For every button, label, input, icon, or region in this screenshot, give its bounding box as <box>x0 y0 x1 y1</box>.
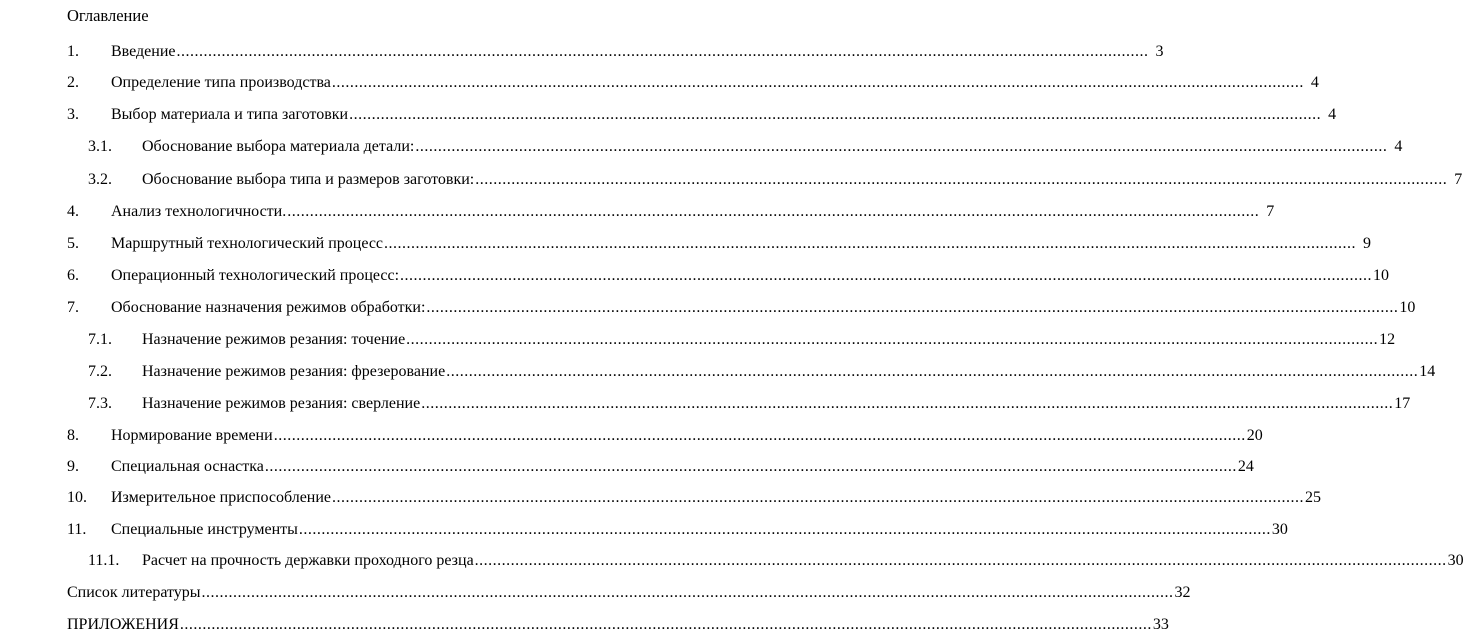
toc-entry-page: 25 <box>1305 489 1322 506</box>
toc-entry-label: Анализ технологичности. <box>111 203 287 220</box>
dot-leader: ........................................................................................................................................................................................................................ <box>201 584 1174 601</box>
toc-entry[interactable] <box>0 614 1169 636</box>
dot-leader: ........................................................................................................................................................................................................................ <box>298 521 1271 538</box>
toc-entry[interactable] <box>0 425 1263 447</box>
toc-entry[interactable] <box>0 233 1372 255</box>
toc-entry-number: 7. <box>67 299 79 316</box>
toc-entry[interactable] <box>0 104 1337 126</box>
toc-entry-page: 17 <box>1394 395 1411 412</box>
toc-entry-page: 33 <box>1152 616 1169 633</box>
toc-entry-label: Назначение режимов резания: фрезерование <box>142 363 446 380</box>
toc-entry-page: 20 <box>1246 427 1263 444</box>
dot-leader: ........................................................................................................................................................................................................................ <box>332 489 1305 506</box>
toc-entry-number: 3.1. <box>88 138 112 155</box>
toc-entry-label: Измерительное приспособление <box>111 489 332 506</box>
toc-entry-label: Список литературы <box>67 584 201 601</box>
toc-entry-number: 8. <box>67 427 79 444</box>
toc-entry-number: 10. <box>67 489 87 506</box>
toc-entry-label: Расчет на прочность державки проходного резца <box>142 552 474 569</box>
dot-leader: ........................................................................................................................................................................................................................ <box>426 299 1399 316</box>
toc-entry-label: Определение типа производства <box>111 74 331 91</box>
dot-leader: ........................................................................................................................................................................................................................ <box>474 552 1447 569</box>
toc-entry-page: 4 <box>1310 74 1319 91</box>
toc-entry-page: 10 <box>1373 267 1390 284</box>
toc-entry[interactable] <box>0 550 1464 572</box>
toc-entry-page: 7 <box>1454 171 1463 188</box>
toc-entry-page: 3 <box>1155 43 1164 60</box>
dot-leader: ........................................................................................................................................................................................................................ <box>179 616 1152 633</box>
toc-entry-page: 7 <box>1266 203 1275 220</box>
toc-entry-number: 6. <box>67 267 79 284</box>
toc-entry-number: 2. <box>67 74 79 91</box>
toc-entry-label: Обоснование назначения режимов обработки: <box>111 299 426 316</box>
toc-entry[interactable] <box>0 582 1191 604</box>
dot-leader: ........................................................................................................................................................................................................................ <box>415 138 1388 155</box>
toc-entry[interactable] <box>0 456 1254 478</box>
toc-entry-page: 30 <box>1271 521 1288 538</box>
toc-entry[interactable] <box>0 487 1322 509</box>
toc-entry-page: 14 <box>1419 363 1436 380</box>
toc-entry-number: 3.2. <box>88 171 112 188</box>
toc-entry[interactable] <box>0 136 1403 158</box>
toc-entry-label: Нормирование времени <box>111 427 273 444</box>
toc-entry[interactable] <box>0 519 1288 541</box>
dot-leader: ........................................................................................................................................................................................................................ <box>475 171 1448 188</box>
toc-entry-number: 4. <box>67 203 79 220</box>
toc-entry[interactable] <box>0 41 1164 63</box>
toc-entry-label: Специальные инструменты <box>111 521 298 538</box>
toc-entry-page: 32 <box>1174 584 1191 601</box>
toc-entry-label: Операционный технологический процесс: <box>111 267 400 284</box>
dot-leader: ........................................................................................................................................................................................................................ <box>331 74 1304 91</box>
toc-entry[interactable] <box>0 72 1319 94</box>
toc-entry-number: 9. <box>67 458 79 475</box>
toc-entry-number: 7.1. <box>88 331 112 348</box>
dot-leader: ........................................................................................................................................................................................................................ <box>400 267 1373 284</box>
toc-entry-number: 5. <box>67 235 79 252</box>
toc-entry-number: 7.3. <box>88 395 112 412</box>
dot-leader: ........................................................................................................................................................................................................................ <box>264 458 1237 475</box>
toc-entry-label: Назначение режимов резания: сверление <box>142 395 421 412</box>
toc-entry-page: 12 <box>1379 331 1396 348</box>
dot-leader: ........................................................................................................................................................................................................................ <box>446 363 1419 380</box>
toc-entry[interactable] <box>0 265 1390 287</box>
toc-entry-page: 4 <box>1394 138 1403 155</box>
dot-leader: ........................................................................................................................................................................................................................ <box>349 106 1322 123</box>
toc-entry[interactable] <box>0 297 1416 319</box>
toc-entry-page: 30 <box>1447 552 1464 569</box>
toc-entry[interactable] <box>0 361 1436 383</box>
toc-entry-label: Введение <box>111 43 176 60</box>
toc-entry-number: 11. <box>67 521 87 538</box>
dot-leader: ........................................................................................................................................................................................................................ <box>421 395 1394 412</box>
dot-leader: ........................................................................................................................................................................................................................ <box>406 331 1379 348</box>
toc-entry-page: 9 <box>1363 235 1372 252</box>
toc-title: Оглавление <box>67 6 149 25</box>
toc-entry-label: ПРИЛОЖЕНИЯ <box>67 616 179 633</box>
toc-entry-label: Обоснование выбора материала детали: <box>142 138 415 155</box>
toc-entry-label: Выбор материала и типа заготовки <box>111 106 349 123</box>
toc-entry-page: 10 <box>1399 299 1416 316</box>
dot-leader: ........................................................................................................................................................................................................................ <box>176 43 1149 60</box>
dot-leader: ........................................................................................................................................................................................................................ <box>287 203 1260 220</box>
toc-entry-number: 11.1. <box>88 552 120 569</box>
toc-entry-label: Назначение режимов резания: точение <box>142 331 406 348</box>
toc-entry-number: 1. <box>67 43 79 60</box>
toc-entry-label: Обоснование выбора типа и размеров заготовки: <box>142 171 475 188</box>
toc-entry-number: 7.2. <box>88 363 112 380</box>
toc-entry[interactable] <box>0 169 1463 191</box>
toc-entry-label: Маршрутный технологический процесс <box>111 235 384 252</box>
toc-entry[interactable] <box>0 201 1275 223</box>
toc-entry[interactable] <box>0 393 1411 415</box>
dot-leader: ........................................................................................................................................................................................................................ <box>384 235 1357 252</box>
toc-entry-page: 24 <box>1237 458 1254 475</box>
toc-entry-number: 3. <box>67 106 79 123</box>
toc-entry[interactable] <box>0 329 1396 351</box>
toc-entry-page: 4 <box>1328 106 1337 123</box>
dot-leader: ........................................................................................................................................................................................................................ <box>273 427 1246 444</box>
toc-entry-label: Специальная оснастка <box>111 458 264 475</box>
